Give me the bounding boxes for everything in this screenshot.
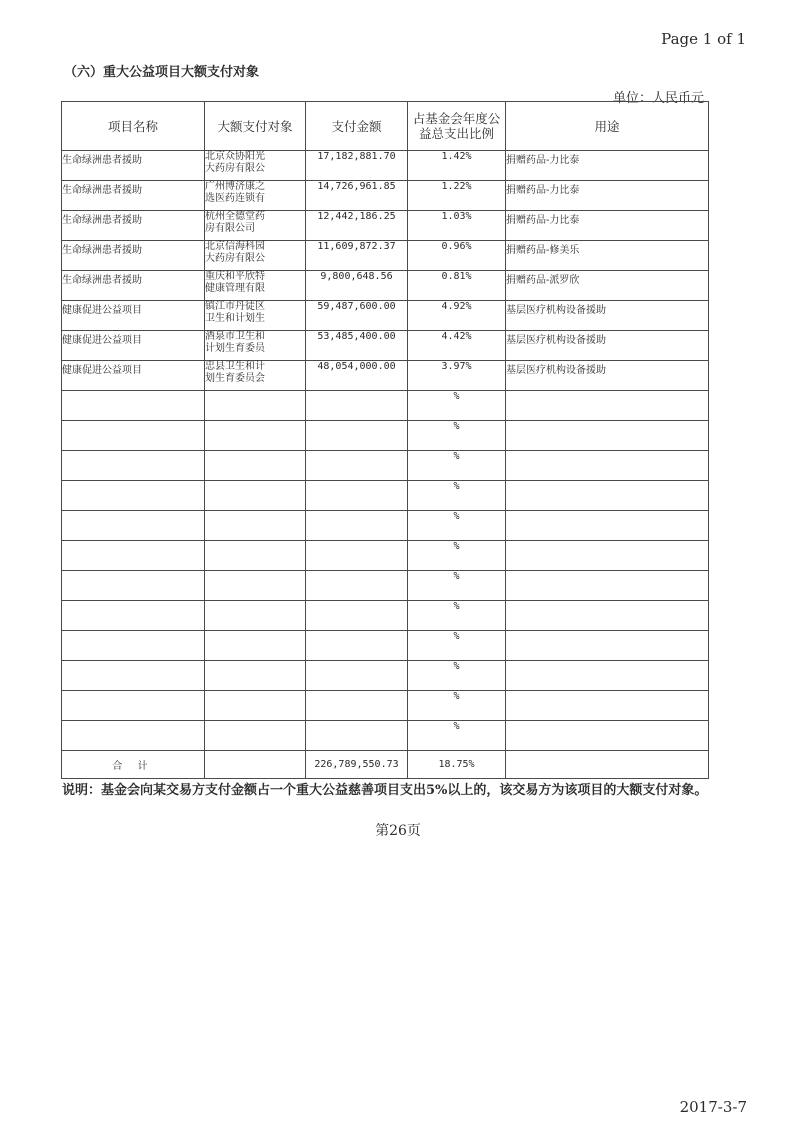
payee-line: 忠县卫生和计	[205, 361, 265, 372]
empty-cell	[62, 571, 205, 601]
amount-cell: 17,182,881.70	[306, 151, 408, 181]
payee-line: 计划生育委员	[205, 343, 265, 354]
project-name-cell: 健康促进公益项目	[62, 301, 205, 331]
empty-cell	[506, 601, 709, 631]
empty-cell	[205, 391, 306, 421]
empty-table-row	[62, 721, 709, 751]
ratio-cell: 0.96%	[408, 241, 506, 271]
payee-cell	[205, 151, 306, 181]
empty-ratio-cell: %	[408, 661, 506, 691]
footnote: 说明：基金会向某交易方支付金额占一个重大公益慈善项目支出5%以上的，该交易方为该项目的大额支付对象。	[62, 783, 708, 798]
unit-label: 单位：人民币元	[612, 91, 704, 106]
empty-ratio-cell: %	[408, 541, 506, 571]
empty-cell	[62, 451, 205, 481]
payee-line: 大药房有限公	[205, 253, 265, 264]
empty-table-row	[62, 691, 709, 721]
empty-cell	[205, 601, 306, 631]
empty-cell	[62, 601, 205, 631]
project-name-cell: 生命绿洲患者援助	[62, 211, 205, 241]
empty-cell	[506, 541, 709, 571]
payment-table	[61, 101, 709, 779]
empty-ratio-cell: %	[408, 571, 506, 601]
empty-cell	[62, 721, 205, 751]
amount-cell: 59,487,600.00	[306, 301, 408, 331]
table-row	[62, 301, 709, 331]
amount-cell: 53,485,400.00	[306, 331, 408, 361]
header-project-name: 项目名称	[62, 102, 205, 151]
empty-cell	[306, 481, 408, 511]
empty-cell	[62, 481, 205, 511]
empty-table-row	[62, 601, 709, 631]
project-name-cell: 生命绿洲患者援助	[62, 241, 205, 271]
empty-cell	[205, 721, 306, 751]
project-name-cell: 健康促进公益项目	[62, 361, 205, 391]
empty-cell	[506, 391, 709, 421]
ratio-cell: 1.03%	[408, 211, 506, 241]
empty-cell	[62, 691, 205, 721]
ratio-cell: 0.81%	[408, 271, 506, 301]
payee-cell	[205, 301, 306, 331]
table-row	[62, 331, 709, 361]
empty-cell	[306, 661, 408, 691]
use-cell: 捐赠药品-修美乐	[506, 241, 709, 271]
amount-cell: 9,800,648.56	[306, 271, 408, 301]
total-ratio: 18.75%	[408, 751, 506, 779]
table-row	[62, 361, 709, 391]
empty-cell	[306, 691, 408, 721]
payee-line: 北京众协阳光	[205, 151, 265, 162]
total-amount: 226,789,550.73	[306, 751, 408, 779]
payee-cell	[205, 241, 306, 271]
empty-cell	[306, 631, 408, 661]
payee-line: 广州博济康之	[205, 181, 265, 192]
project-name-cell: 生命绿洲患者援助	[62, 271, 205, 301]
empty-table-row	[62, 481, 709, 511]
empty-cell	[62, 541, 205, 571]
total-label: 合 计	[62, 751, 205, 779]
empty-cell	[306, 451, 408, 481]
empty-ratio-cell: %	[408, 631, 506, 661]
table-row	[62, 211, 709, 241]
empty-cell	[506, 631, 709, 661]
empty-cell	[506, 691, 709, 721]
payee-cell	[205, 331, 306, 361]
empty-table-row	[62, 391, 709, 421]
empty-cell	[506, 481, 709, 511]
payee-cell	[205, 271, 306, 301]
use-cell: 基层医疗机构设备援助	[506, 361, 709, 391]
use-cell: 捐赠药品-派罗欣	[506, 271, 709, 301]
payee-line: 选医药连锁有	[205, 193, 265, 204]
empty-cell	[205, 481, 306, 511]
payee-line: 北京信海科园	[205, 241, 265, 252]
empty-cell	[205, 541, 306, 571]
payee-line: 杭州全德堂药	[205, 211, 265, 222]
empty-cell	[205, 571, 306, 601]
project-name-cell: 生命绿洲患者援助	[62, 151, 205, 181]
empty-cell	[306, 721, 408, 751]
empty-table-row	[62, 511, 709, 541]
payee-line: 划生育委员会	[205, 373, 265, 384]
total-empty-cell	[506, 751, 709, 779]
empty-cell	[506, 571, 709, 601]
payee-cell	[205, 181, 306, 211]
empty-cell	[306, 421, 408, 451]
ratio-cell: 1.42%	[408, 151, 506, 181]
payee-line: 大药房有限公	[205, 163, 265, 174]
empty-cell	[506, 661, 709, 691]
use-cell: 捐赠药品-力比泰	[506, 181, 709, 211]
header-amount: 支付金额	[306, 102, 408, 151]
empty-table-row	[62, 631, 709, 661]
empty-cell	[306, 601, 408, 631]
empty-cell	[62, 511, 205, 541]
amount-cell: 12,442,186.25	[306, 211, 408, 241]
total-row	[62, 751, 709, 779]
print-date: 2017-3-7	[679, 1098, 747, 1116]
use-cell: 基层医疗机构设备援助	[506, 331, 709, 361]
empty-cell	[306, 571, 408, 601]
empty-ratio-cell: %	[408, 601, 506, 631]
header-ratio: 占基金会年度公益总支出比例	[408, 102, 506, 151]
page-label: Page 1 of 1	[661, 30, 746, 48]
table-row	[62, 241, 709, 271]
payee-cell	[205, 211, 306, 241]
empty-ratio-cell: %	[408, 481, 506, 511]
empty-cell	[306, 511, 408, 541]
empty-table-row	[62, 451, 709, 481]
empty-cell	[306, 541, 408, 571]
empty-table-row	[62, 661, 709, 691]
empty-cell	[306, 391, 408, 421]
empty-ratio-cell: %	[408, 721, 506, 751]
payee-line: 镇江市丹徒区	[205, 301, 265, 312]
ratio-cell: 3.97%	[408, 361, 506, 391]
table-row	[62, 271, 709, 301]
header-payee: 大额支付对象	[205, 102, 306, 151]
empty-table-row	[62, 421, 709, 451]
total-empty-cell	[205, 751, 306, 779]
empty-cell	[205, 421, 306, 451]
amount-cell: 48,054,000.00	[306, 361, 408, 391]
payee-line: 酒泉市卫生和	[205, 331, 265, 342]
table-row	[62, 181, 709, 211]
empty-cell	[205, 511, 306, 541]
payee-cell	[205, 361, 306, 391]
empty-cell	[506, 451, 709, 481]
amount-cell: 11,609,872.37	[306, 241, 408, 271]
empty-cell	[62, 661, 205, 691]
empty-ratio-cell: %	[408, 391, 506, 421]
empty-ratio-cell: %	[408, 511, 506, 541]
ratio-cell: 4.92%	[408, 301, 506, 331]
empty-ratio-cell: %	[408, 451, 506, 481]
empty-cell	[62, 631, 205, 661]
empty-ratio-cell: %	[408, 421, 506, 451]
empty-cell	[506, 421, 709, 451]
empty-cell	[506, 511, 709, 541]
use-cell: 捐赠药品-力比泰	[506, 151, 709, 181]
empty-cell	[205, 631, 306, 661]
empty-cell	[62, 421, 205, 451]
payee-line: 健康管理有限	[205, 283, 265, 294]
header-use: 用途	[506, 102, 709, 151]
page-number: 第26页	[375, 823, 421, 839]
empty-table-row	[62, 541, 709, 571]
empty-table-row	[62, 571, 709, 601]
ratio-cell: 4.42%	[408, 331, 506, 361]
empty-ratio-cell: %	[408, 691, 506, 721]
empty-cell	[205, 661, 306, 691]
payee-line: 房有限公司	[205, 223, 255, 234]
empty-cell	[205, 451, 306, 481]
amount-cell: 14,726,961.85	[306, 181, 408, 211]
table-body	[62, 151, 709, 751]
ratio-cell: 1.22%	[408, 181, 506, 211]
empty-cell	[506, 721, 709, 751]
empty-cell	[205, 691, 306, 721]
section-title: （六）重大公益项目大额支付对象	[64, 65, 260, 80]
use-cell: 捐赠药品-力比泰	[506, 211, 709, 241]
empty-cell	[62, 391, 205, 421]
payee-line: 重庆和平欣特	[205, 271, 265, 282]
use-cell: 基层医疗机构设备援助	[506, 301, 709, 331]
payee-line: 卫生和计划生	[205, 313, 265, 324]
table-row	[62, 151, 709, 181]
project-name-cell: 生命绿洲患者援助	[62, 181, 205, 211]
table-header-row	[62, 102, 709, 151]
project-name-cell: 健康促进公益项目	[62, 331, 205, 361]
